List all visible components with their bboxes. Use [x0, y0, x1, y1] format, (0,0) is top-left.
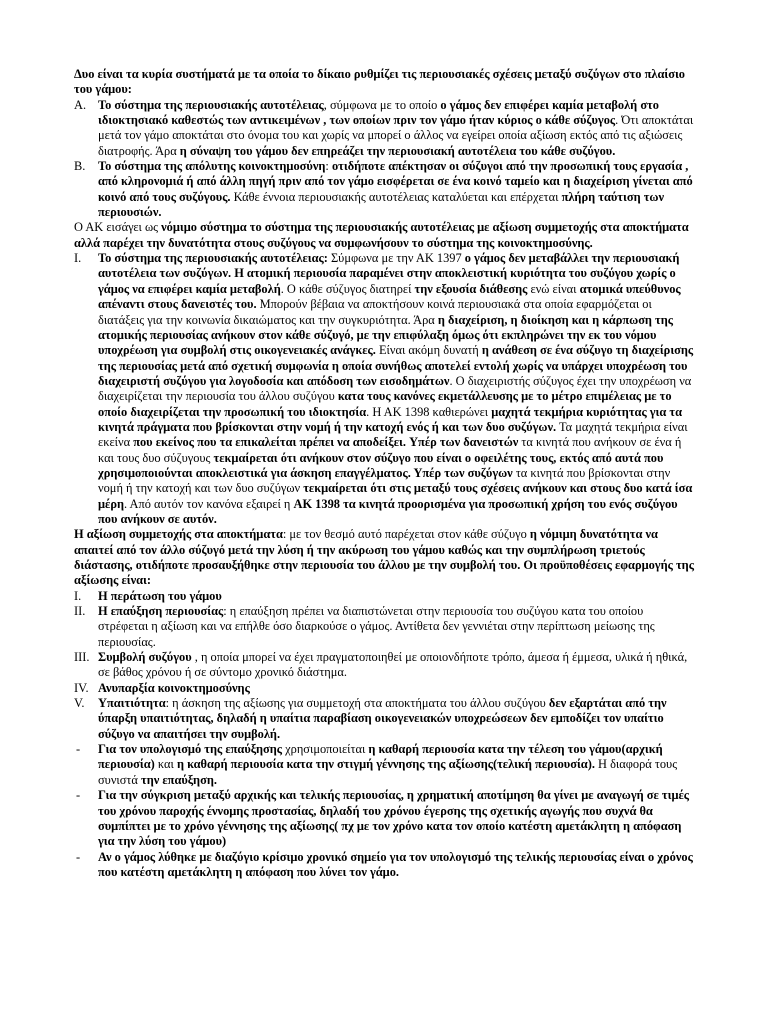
text-run: , η οποία μπορεί να έχει πραγματοποιηθεί με οποιονδήποτε τρόπο, άμεσα ή έμμεσα, υλικά ή ηθικά, σε βάθος χρόνου ή σε σύντομο χρονικό διάστημα.: [98, 650, 688, 680]
text-run: , σύμφωνα με το οποίο: [323, 97, 441, 112]
list-item: [74, 696, 694, 742]
bold-text-run: την εξουσία διάθεσης: [414, 281, 528, 296]
dash-list-item: [74, 742, 694, 788]
bold-text-run: η καθαρή περιουσία κατα την τέλεση του γάμου(αρχική περιουσία): [98, 742, 663, 772]
bold-text-run: Η περάτωση του γάμου: [98, 588, 222, 603]
text-run: Μπορούν βέβαια να αποκτήσουν κοινά περιουσιακά στα οποία εφαρμόζεται οι διατάξεις για την κοινωνία δικαιώματος και την συγκυριότητα. Άρα: [98, 297, 652, 327]
paragraph: [74, 67, 694, 98]
list-marker: IV.: [74, 680, 89, 695]
bold-text-run: μαχητά τεκμήρια κυριότητας για τα κινητά πράγματα που βρίσκονται στην νομή ή την κατοχή ενός ή και των δυο συζύγων.: [98, 404, 683, 434]
text-run: . Από αυτόν τον κανόνα εξαιρεί η: [124, 496, 294, 511]
list-marker: B.: [74, 159, 86, 174]
bold-text-run: δεν εξαρτάται από την ύπαρξη υπαιτιότητας, δηλαδή η υπαίτια παραβίαση οικογενειακών υποχρεώσεων δεν εμποδίζει τον υπαίτιο σύζυγο να απαιτήσει την συμβολή.: [98, 696, 667, 741]
text-run: : με τον θεσμό αυτό παρέχεται στον κάθε σύζυγο: [282, 527, 530, 542]
bold-text-run: ο γάμος δεν μεταβάλλει την περιουσιακή αυτοτέλεια των συζύγων. Η ατομική περιουσία παραμένει στην αποκλειστική κυριότητα του συζύγου χωρίς ο γάμος να επιφέρει καμία μεταβολή: [98, 251, 680, 296]
list-item: [74, 251, 694, 527]
bold-text-run: η νόμιμη δυνατότητα να απαιτεί από τον άλλο σύζυγό μετά την λύση ή την ακύρωση του γάμου καθώς και την συμπλήρωση τριετούς διάστασης, οτιδήποτε προσαυξήθηκε στην περιουσία του άλλου με την συμβολή του. Οι προϋποθέσεις εφαρμογής της αξίωσης είναι:: [74, 527, 694, 588]
bold-text-run: Η επαύξηση περιουσίας: [98, 604, 224, 619]
bold-text-run: κατα τους κανόνες εκμετάλλευσης με το μέτρο επιμέλειας με το οποίο διαχειρίζεται την προσωπική του ιδιοκτησία: [98, 389, 672, 419]
text-run: Τα μαχητά τεκμήρια είναι εκείνα: [98, 419, 688, 450]
bold-text-run: Το σύστημα της απόλυτης κοινοκτημοσύνη: [98, 159, 326, 174]
list-item: [74, 681, 694, 696]
bold-text-run: τεκμαίρεται ότι στις μεταξύ τους σχέσεις ανήκουν και στους δυο κατά ίσα μέρη: [98, 481, 693, 511]
bold-text-run: Το σύστημα της περιουσιακής αυτοτέλειας: [98, 97, 324, 112]
bold-text-run: Δυο είναι τα κυρία συστήματά με τα οποία το δίκαιο ρυθμίζει τις περιουσιακές σχέσεις μεταξύ συζύγων στο πλαίσιο του γάμου:: [74, 67, 686, 97]
bold-text-run: πλήρη ταύτιση των περιουσιών.: [98, 189, 665, 220]
text-run: Σύμφωνα με την ΑΚ 1397: [327, 251, 465, 266]
document-body: [74, 67, 694, 880]
list-marker: II.: [74, 604, 86, 619]
text-run: τα κινητά που βρίσκονται στην νομή ή την κατοχή και των δυο συζύγων: [98, 465, 671, 496]
bold-text-run: η ανάθεση σε ένα σύζυγο τη διαχείρισης της περιουσίας μετά από σχετική συμφωνία η οποία συνήθως αποτελεί εντολή χωρίς να υπάρχει υποχρέωση του διαχειριστή συζύγου για λογοδοσία και απόδοση των εισοδημάτων: [98, 343, 694, 388]
paragraph: [74, 220, 694, 251]
list-item: [74, 604, 694, 650]
dash-list-item: [74, 788, 694, 849]
text-run: Κάθε έννοια περιουσιακής αυτοτέλειας καταλύεται και επέρχεται: [230, 189, 562, 204]
text-run: . Ότι αποκτάται μετά τον γάμο αποκτάται στο όνομα του και χωρίς να μπορεί ο άλλος να εγείρει οποία αξίωση εκτός από τις αξιώσεις διατροφής. Άρα: [98, 113, 694, 158]
bold-text-run: τεκμαίρεται ότι ανήκουν στον σύζυγο που είναι ο οφειλέτης τους, εκτός από αυτά που χρησιμοποιούνται αποκλειστικά για άσκηση επαγγέλματος. Υπέρ των συζύγων: [98, 450, 664, 480]
text-run: Είναι ακόμη δυνατή: [375, 343, 482, 358]
text-run: . Ο διαχειριστής σύζυγος έχει την υποχρέωση να διαχειρίζεται την περιουσία του άλλου συζύγου: [98, 373, 692, 404]
bold-text-run: την επαύξηση.: [141, 772, 217, 787]
bold-text-run: ο γάμος δεν επιφέρει καμία μεταβολή στο ιδιοκτησιακό καθεστώς των αντικειμένων , των οποίων πριν τον γάμο ήταν κύριος ο κάθε σύζυγος: [98, 97, 659, 128]
list-item: [74, 159, 694, 220]
bold-text-run: ατομικά υπεύθυνος απέναντι στους δανειστές του.: [98, 281, 681, 312]
text-run: :: [325, 159, 332, 174]
list-marker: -: [76, 788, 81, 803]
list-marker: -: [76, 742, 81, 757]
bold-text-run: Το σύστημα της περιουσιακής αυτοτέλειας:: [98, 251, 328, 266]
bold-text-run: οτιδήποτε απέκτησαν οι σύζυγοι από την προσωπική τους εργασία , από κληρονομιά ή από άλλη πηγή πριν από τον γάμο εισφέρεται σε ένα κοινό ταμείο και η διαχείριση γίνεται από κοινό από τους συζύγους.: [98, 159, 693, 204]
bold-text-run: που εκείνος που τα επικαλείται πρέπει να αποδείξει.: [133, 435, 406, 450]
bold-text-run: Για την σύγκριση μεταξύ αρχικής και τελικής περιουσίας, η χρηματική αποτίμηση θα γίνει με αναγωγή σε τιμές του χρόνου παροχής έννομης προστασίας, δηλαδή του χρόνου έγερσης της σχετικής αγωγής που συχνά θα συμπίπτει με το χρόνο γέννησης της αξίωσης( πχ με τον χρόνο κατα τον οποίο κατέστη αμετάκλητη η απόφαση για την λύση του γάμου): [98, 788, 689, 849]
bold-text-run: η σύναψη του γάμου δεν επηρεάζει την περιουσιακή αυτοτέλεια του κάθε συζύγου.: [179, 143, 616, 158]
bold-text-run: Υπαιτιότητα: [98, 696, 166, 711]
bold-text-run: η διαχείριση, η διοίκηση και η κάρπωση της ατομικής περιουσίας ανήκουν στον κάθε σύζυγό, με την επιφύλαξη όμως ότι εκπληρώνει την εκ του νόμου υποχρέωση για συμβολή στις οικογενειακές ανάγκες.: [98, 312, 674, 358]
bold-text-run: ΑΚ 1398 τα κινητά προορισμένα για προσωπική χρήση του ενός συζύγου που ανήκουν σε αυτόν.: [98, 496, 678, 526]
text-run: και: [154, 757, 177, 772]
list-marker: I.: [74, 251, 82, 266]
text-run: ενώ είναι: [527, 281, 580, 296]
bold-text-run: Υπέρ των δανειστών: [409, 435, 519, 450]
dash-list-item: [74, 850, 694, 881]
list-marker: I.: [74, 588, 82, 603]
text-run: . Ο κάθε σύζυγος διατηρεί: [280, 281, 415, 296]
text-run: : η επαύξηση πρέπει να διαπιστώνεται στην περιουσία του συζύγου κατα του οποίου στρέφεται η αξίωση και να επήλθε όσο διαρκούσε ο γάμος. Αντίθετα δεν γεννιέται στην περίπτωση μείωσης της περιουσίας.: [98, 604, 655, 649]
bold-text-run: Ανυπαρξία κοινοκτημοσύνης: [98, 680, 250, 695]
paragraph: [74, 527, 694, 588]
list-marker: -: [76, 849, 81, 864]
text-run: τα κινητά που ανήκουν σε ένα ή και τους δυο σύζυγους: [98, 435, 682, 465]
list-marker: V.: [74, 696, 85, 711]
text-run: : η άσκηση της αξίωσης για συμμετοχή στα αποκτήματα του άλλου συζύγου: [165, 696, 549, 711]
list-marker: A.: [74, 97, 87, 112]
bold-text-run: νόμιμο σύστημα το σύστημα της περιουσιακής αυτοτέλειας με αξίωση συμμετοχής στα αποκτήματα αλλά παρέχει την δυνατότητα στους συζύγους να συμφωνήσουν το σύστημα της κοινοκτημοσύνης.: [74, 220, 689, 250]
list-item: [74, 589, 694, 604]
bold-text-run: η καθαρή περιουσία κατα την στιγμή γέννησης της αξίωσης(τελική περιουσία).: [176, 757, 595, 772]
text-run: χρησιμοποιείται: [282, 742, 369, 757]
list-item: [74, 98, 694, 159]
bold-text-run: Για τον υπολογισμό της επαύξησης: [98, 742, 283, 757]
text-run: Ο ΑΚ εισάγει ως: [74, 220, 162, 235]
bold-text-run: Αν ο γάμος λύθηκε με διαζύγιο κρίσιμο χρονικό σημείο για τον υπολογισμό της τελικής περιουσίας είναι ο χρόνος που κατέστη αμετάκλητη η απόφαση που λύνει τον γάμο.: [98, 849, 693, 879]
list-marker: III.: [74, 650, 90, 665]
list-item: [74, 650, 694, 681]
bold-text-run: Συμβολή συζύγου: [98, 650, 192, 665]
bold-text-run: Η αξίωση συμμετοχής στα αποκτήματα: [74, 527, 283, 542]
text-run: Η διαφορά τους συνιστά: [98, 757, 678, 787]
text-run: . Η ΑΚ 1398 καθιερώνει: [366, 404, 492, 419]
